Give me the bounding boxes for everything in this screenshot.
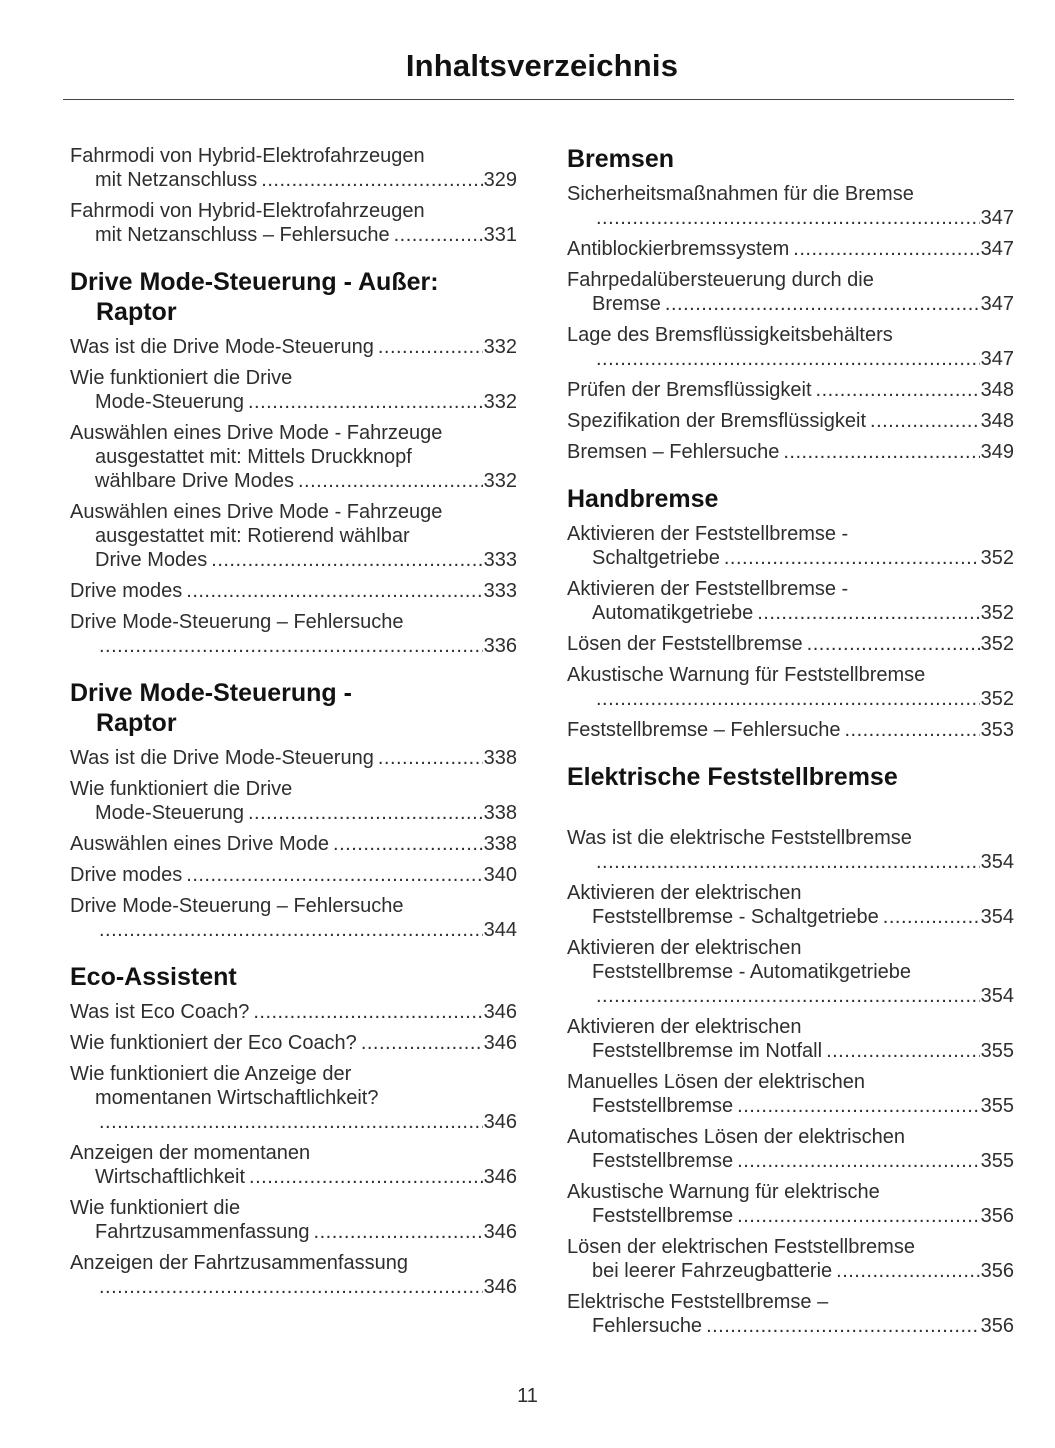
toc-entry[interactable] (70, 832, 517, 856)
section-heading (70, 678, 517, 738)
dot-leader (737, 1204, 979, 1228)
entry-text-line: momentanen Wirtschaftlichkeit? (95, 1087, 379, 1109)
entry-leader-row (70, 832, 517, 856)
dot-leader (836, 1259, 979, 1283)
entry-leader-row (567, 850, 1014, 874)
entry-page-number: 331 (483, 224, 517, 246)
entry-text: Was ist die Drive Mode-Steuerung (70, 747, 374, 769)
entry-leader-row (70, 863, 517, 887)
dot-leader (253, 1000, 482, 1024)
section-heading (567, 144, 1014, 174)
entry-text: Feststellbremse (592, 1205, 734, 1227)
toc-section (70, 962, 517, 1299)
entry-page-number: 336 (483, 635, 517, 657)
page-number: 11 (517, 1385, 538, 1407)
entry-text-line: Aktivieren der elektrischen (567, 1016, 802, 1038)
entry-text-line: Manuelles Lösen der elektrischen (567, 1071, 865, 1093)
entry-leader-row (567, 905, 1014, 929)
entry-leader-row (70, 390, 517, 414)
toc-entry[interactable] (70, 1251, 517, 1299)
dot-leader (333, 832, 483, 856)
dot-leader (883, 905, 980, 929)
entry-text: bei leerer Fahrzeugbatterie (592, 1260, 833, 1282)
entry-leader-row (567, 1149, 1014, 1173)
entry-text-line: Anzeigen der momentanen (70, 1142, 311, 1164)
toc-entry[interactable] (70, 335, 517, 359)
entry-page-number: 338 (483, 747, 517, 769)
dot-leader (665, 292, 980, 316)
entry-leader-row (70, 1220, 517, 1244)
entry-leader-row (70, 579, 517, 603)
entry-text: Feststellbremse – Fehlersuche (567, 719, 841, 741)
entry-page-number: 347 (980, 348, 1014, 370)
toc-entry[interactable] (567, 1015, 1014, 1063)
entry-text: Feststellbremse (592, 1095, 734, 1117)
entry-text-line: Aktivieren der elektrischen (567, 937, 802, 959)
entry-text-line: Fahrmodi von Hybrid-Elektrofahrzeugen (70, 200, 425, 222)
entry-text-line: Fahrpedalübersteuerung durch die (567, 269, 874, 291)
entry-leader-row (567, 237, 1014, 261)
toc-entry[interactable] (567, 268, 1014, 316)
entry-page-number: 354 (980, 985, 1014, 1007)
entry-text-line: Was ist die elektrische Feststellbremse (567, 827, 912, 849)
entry-text: Drive Modes (95, 549, 208, 571)
entry-leader-row (70, 335, 517, 359)
entry-page-number: 347 (980, 293, 1014, 315)
entry-page-number: 348 (980, 410, 1014, 432)
entry-leader-row (70, 1031, 517, 1055)
toc-entry[interactable] (567, 378, 1014, 402)
entry-page-number: 354 (980, 906, 1014, 928)
dot-leader (361, 1031, 483, 1055)
dot-leader (99, 1275, 483, 1299)
entry-leader-row (567, 984, 1014, 1008)
dot-leader (261, 168, 482, 192)
entry-text: Mode-Steuerung (95, 802, 244, 824)
dot-leader (378, 335, 483, 359)
entry-leader-row (70, 223, 517, 247)
entry-page-number: 356 (980, 1260, 1014, 1282)
toc-entry[interactable] (567, 1125, 1014, 1173)
entry-text-line: Wie funktioniert die Drive (70, 367, 293, 389)
dot-leader (248, 801, 483, 825)
dot-leader (793, 237, 979, 261)
entry-text: mit Netzanschluss (95, 169, 258, 191)
entry-leader-row (567, 718, 1014, 742)
toc-entry[interactable] (70, 894, 517, 942)
entry-page-number: 346 (483, 1221, 517, 1243)
entry-text-line: Aktivieren der Feststellbremse - (567, 578, 849, 600)
entry-text-line: Aktivieren der elektrischen (567, 882, 802, 904)
entry-text-line: Drive Mode-Steuerung – Fehlersuche (70, 611, 404, 633)
entry-page-number: 347 (980, 207, 1014, 229)
dot-leader (737, 1149, 979, 1173)
entry-page-number: 355 (980, 1040, 1014, 1062)
entry-leader-row (70, 548, 517, 572)
entry-text: Wirtschaftlichkeit (95, 1166, 246, 1188)
toc-entry[interactable] (567, 440, 1014, 464)
entry-text: Drive modes (70, 580, 183, 602)
entry-text: Mode-Steuerung (95, 391, 244, 413)
entry-text: Lösen der Feststellbremse (567, 633, 803, 655)
entry-text-line: Auswählen eines Drive Mode - Fahrzeuge (70, 501, 443, 523)
toc-entry[interactable] (567, 718, 1014, 742)
entry-leader-row (567, 1094, 1014, 1118)
entry-leader-row (567, 632, 1014, 656)
dot-leader (706, 1314, 980, 1338)
entry-page-number: 354 (980, 851, 1014, 873)
entry-page-number: 355 (980, 1150, 1014, 1172)
section-heading-line: Raptor (96, 709, 177, 737)
dot-leader (378, 746, 483, 770)
section-heading-line: Raptor (96, 298, 177, 326)
entry-text: Antiblockierbremssystem (567, 238, 790, 260)
toc-entry[interactable] (70, 366, 517, 414)
toc-entry[interactable] (567, 1070, 1014, 1118)
toc-entry[interactable] (567, 1290, 1014, 1338)
toc-entry[interactable] (567, 182, 1014, 230)
dot-leader (248, 390, 483, 414)
entry-text: Feststellbremse (592, 1150, 734, 1172)
entry-text-line: Drive Mode-Steuerung – Fehlersuche (70, 895, 404, 917)
entry-page-number: 346 (483, 1001, 517, 1023)
entry-leader-row (567, 440, 1014, 464)
entry-page-number: 332 (483, 470, 517, 492)
entry-text: Feststellbremse im Notfall (592, 1040, 823, 1062)
entry-leader-row (70, 801, 517, 825)
dot-leader (783, 440, 979, 464)
dot-leader (870, 409, 980, 433)
entry-text-line: Sicherheitsmaßnahmen für die Bremse (567, 183, 914, 205)
dot-leader (249, 1165, 483, 1189)
entry-page-number: 338 (483, 833, 517, 855)
entry-page-number: 352 (980, 688, 1014, 710)
toc-section (567, 144, 1014, 464)
toc-entry[interactable] (70, 746, 517, 770)
entry-page-number: 344 (483, 919, 517, 941)
section-heading (567, 484, 1014, 514)
section-heading-line: Bremsen (567, 145, 674, 173)
dot-leader (737, 1094, 979, 1118)
dot-leader (596, 347, 980, 371)
dot-leader (394, 223, 483, 247)
entry-text-line: Aktivieren der Feststellbremse - (567, 523, 849, 545)
toc-entry[interactable] (567, 323, 1014, 371)
dot-leader (596, 206, 980, 230)
entry-text: Wie funktioniert der Eco Coach? (70, 1032, 357, 1054)
toc-entry[interactable] (567, 522, 1014, 570)
toc-entry[interactable] (70, 777, 517, 825)
toc-entry[interactable] (70, 579, 517, 603)
toc-entry[interactable] (567, 826, 1014, 874)
toc-entry[interactable] (70, 500, 517, 572)
entry-leader-row (70, 1275, 517, 1299)
entry-page-number: 332 (483, 391, 517, 413)
title-rule (63, 99, 1014, 100)
dot-leader (314, 1220, 483, 1244)
entry-text: Drive modes (70, 864, 183, 886)
entry-page-number: 338 (483, 802, 517, 824)
toc-entry[interactable] (70, 1000, 517, 1024)
dot-leader (724, 546, 980, 570)
section-heading (567, 762, 1014, 792)
entry-text-line: Feststellbremse - Automatikgetriebe (592, 961, 912, 983)
entry-text-line: Akustische Warnung für Feststellbremse (567, 664, 926, 686)
entry-leader-row (567, 1259, 1014, 1283)
entry-text: mit Netzanschluss – Fehlersuche (95, 224, 390, 246)
entry-page-number: 333 (483, 580, 517, 602)
toc-entry[interactable] (70, 1141, 517, 1189)
toc-entry[interactable] (70, 1062, 517, 1134)
entry-page-number: 329 (483, 169, 517, 191)
entry-leader-row (70, 634, 517, 658)
dot-leader (844, 718, 979, 742)
entry-leader-row (567, 292, 1014, 316)
section-heading-line: Elektrische Feststellbremse (567, 763, 898, 791)
toc-entry[interactable] (70, 1031, 517, 1055)
toc-entry[interactable] (70, 1196, 517, 1244)
entry-text-line: Automatisches Lösen der elektrischen (567, 1126, 905, 1148)
section-heading (70, 962, 517, 992)
entry-leader-row (70, 1165, 517, 1189)
dot-leader (816, 378, 980, 402)
toc-entry[interactable] (567, 409, 1014, 433)
dot-leader (298, 469, 483, 493)
toc-entry[interactable] (567, 577, 1014, 625)
entry-page-number: 352 (980, 602, 1014, 624)
toc-section (70, 678, 517, 942)
entry-text-line: ausgestattet mit: Mittels Druckknopf (95, 446, 412, 468)
toc-entry[interactable] (567, 663, 1014, 711)
entry-text-line: Wie funktioniert die Anzeige der (70, 1063, 352, 1085)
page-footer (0, 1385, 1055, 1408)
section-heading-line: Eco-Assistent (70, 963, 237, 991)
dot-leader (186, 579, 482, 603)
entry-page-number: 333 (483, 549, 517, 571)
toc-section (567, 762, 1014, 1338)
entry-leader-row (567, 378, 1014, 402)
entry-text-line: Lösen der elektrischen Feststellbremse (567, 1236, 915, 1258)
entry-text: Fahrtzusammenfassung (95, 1221, 310, 1243)
entry-leader-row (567, 1039, 1014, 1063)
entry-text: Bremsen – Fehlersuche (567, 441, 780, 463)
entry-text-line: Akustische Warnung für elektrische (567, 1181, 880, 1203)
entry-text-line: Fahrmodi von Hybrid-Elektrofahrzeugen (70, 145, 425, 167)
entry-leader-row (70, 469, 517, 493)
entry-text: Prüfen der Bremsflüssigkeit (567, 379, 812, 401)
dot-leader (99, 634, 483, 658)
section-heading (70, 267, 517, 327)
toc-entry[interactable] (567, 1235, 1014, 1283)
toc-entry[interactable] (70, 610, 517, 658)
entry-text: wählbare Drive Modes (95, 470, 294, 492)
entry-page-number: 355 (980, 1095, 1014, 1117)
toc-entry[interactable] (567, 881, 1014, 929)
entry-leader-row (567, 1314, 1014, 1338)
entry-text-line: Lage des Bremsflüssigkeitsbehälters (567, 324, 893, 346)
toc-entry[interactable] (567, 1180, 1014, 1228)
dot-leader (807, 632, 980, 656)
entry-leader-row (70, 746, 517, 770)
entry-text: Feststellbremse - Schaltgetriebe (592, 906, 879, 928)
entry-leader-row (567, 206, 1014, 230)
entry-text-line: Wie funktioniert die (70, 1197, 241, 1219)
entry-text-line: Auswählen eines Drive Mode - Fahrzeuge (70, 422, 443, 444)
section-heading-line: Drive Mode-Steuerung - (70, 679, 352, 707)
toc-entry[interactable] (70, 144, 517, 192)
entry-page-number: 356 (980, 1315, 1014, 1337)
entry-leader-row (567, 546, 1014, 570)
entry-text: Schaltgetriebe (592, 547, 720, 569)
entry-leader-row (70, 1110, 517, 1134)
entry-page-number: 346 (483, 1166, 517, 1188)
dot-leader (186, 863, 482, 887)
toc-entry[interactable] (567, 936, 1014, 1008)
dot-leader (596, 687, 980, 711)
entry-page-number: 353 (980, 719, 1014, 741)
dot-leader (211, 548, 482, 572)
toc-column-left (70, 144, 517, 1345)
toc-entry[interactable] (70, 199, 517, 247)
toc-section (567, 484, 1014, 742)
entry-text: Was ist Eco Coach? (70, 1001, 250, 1023)
entry-leader-row (70, 918, 517, 942)
entry-page-number: 346 (483, 1032, 517, 1054)
dot-leader (757, 601, 979, 625)
section-heading-line: Drive Mode-Steuerung - Außer: (70, 268, 439, 296)
entry-text-line: Wie funktioniert die Drive (70, 778, 293, 800)
toc-entry[interactable] (567, 632, 1014, 656)
entry-leader-row (567, 687, 1014, 711)
entry-page-number: 349 (980, 441, 1014, 463)
entry-leader-row (70, 1000, 517, 1024)
entry-text: Was ist die Drive Mode-Steuerung (70, 336, 374, 358)
toc-section (70, 267, 517, 658)
entry-text: Bremse (592, 293, 661, 315)
entry-page-number: 352 (980, 633, 1014, 655)
entry-text: Fehlersuche (592, 1315, 703, 1337)
dot-leader (826, 1039, 980, 1063)
toc-section (70, 144, 517, 247)
dot-leader (596, 984, 980, 1008)
dot-leader (596, 850, 980, 874)
entry-page-number: 346 (483, 1276, 517, 1298)
entry-text-line: Elektrische Feststellbremse – (567, 1291, 829, 1313)
entry-text: Auswählen eines Drive Mode (70, 833, 330, 855)
entry-text: Automatikgetriebe (592, 602, 754, 624)
entry-page-number: 340 (483, 864, 517, 886)
toc-entry[interactable] (70, 421, 517, 493)
entry-leader-row (567, 409, 1014, 433)
entry-leader-row (567, 347, 1014, 371)
section-heading-line: Handbremse (567, 485, 719, 513)
entry-leader-row (567, 1204, 1014, 1228)
entry-page-number: 332 (483, 336, 517, 358)
entry-leader-row (70, 168, 517, 192)
toc-entry[interactable] (70, 863, 517, 887)
dot-leader (99, 918, 483, 942)
toc-entry[interactable] (567, 237, 1014, 261)
entry-leader-row (567, 601, 1014, 625)
entry-page-number: 348 (980, 379, 1014, 401)
entry-page-number: 347 (980, 238, 1014, 260)
entry-text-line: Anzeigen der Fahrtzusammenfassung (70, 1252, 408, 1274)
toc-columns (70, 144, 1014, 1345)
entry-text-line: ausgestattet mit: Rotierend wählbar (95, 525, 410, 547)
toc-column-right (567, 144, 1014, 1345)
page-header (70, 0, 1014, 100)
entry-page-number: 356 (980, 1205, 1014, 1227)
entry-page-number: 346 (483, 1111, 517, 1133)
dot-leader (99, 1110, 483, 1134)
entry-text: Spezifikation der Bremsflüssigkeit (567, 410, 867, 432)
page-title: Inhaltsverzeichnis (405, 48, 679, 83)
entry-page-number: 352 (980, 547, 1014, 569)
